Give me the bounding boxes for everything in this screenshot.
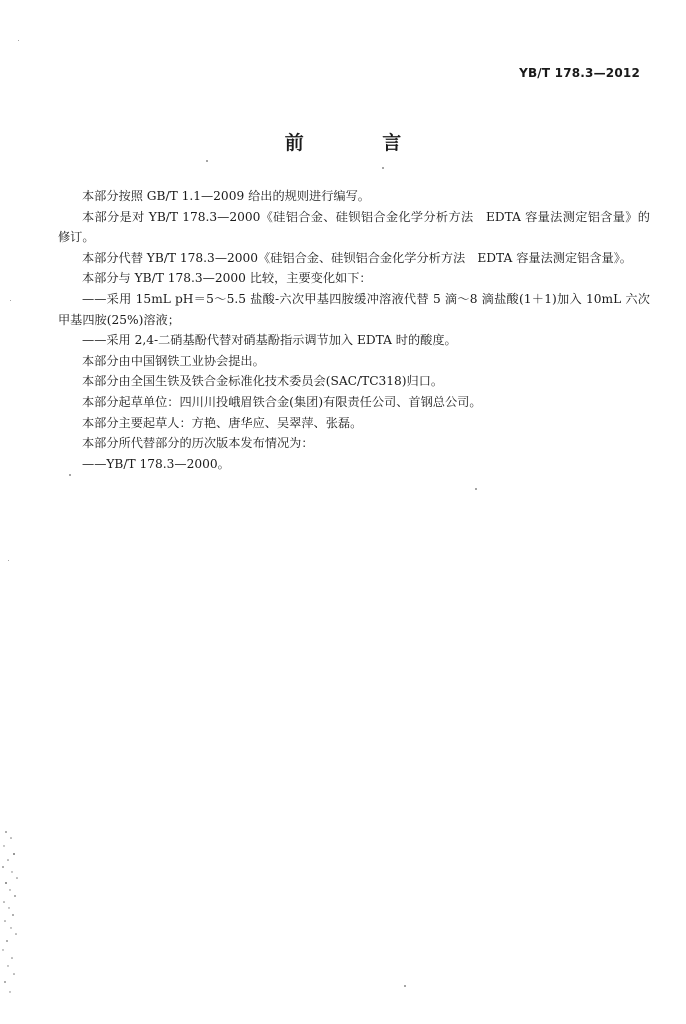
scan-speck [206, 160, 208, 162]
paragraph-proposed-by: 本部分由中国钢铁工业协会提出。 [82, 353, 265, 368]
paragraph-previous-editions: 本部分所代替部分的历次版本发布情况为： [82, 436, 314, 451]
paragraph-replaces: 本部分代替 YB/T 178.3—2000《硅铝合金、硅钡铝合金化学分析方法 EDTA 容量法测定铝含量》。 [82, 250, 632, 265]
scan-speck [475, 488, 477, 490]
scan-speck [404, 985, 406, 987]
paragraph-main-changes: 本部分与 YB/T 178.3—2000 比较，主要变化如下： [82, 271, 372, 286]
paragraph-change-indicator: ——采用 2,4-二硝基酚代替对硝基酚指示调节加入 EDTA 时的酸度。 [82, 333, 457, 348]
scan-speck [382, 167, 384, 169]
paragraph-previous-edition-item: ——YB/T 178.3—2000。 [82, 456, 230, 471]
standard-number: YB/T 178.3—2012 [519, 66, 640, 80]
scan-speck [10, 300, 11, 301]
paragraph-revision-of: 本部分是对 YB/T 178.3—2000《硅铝合金、硅钡铝合金化学分析方法 EDTA 容量法测定铝含量》的修订。 [58, 209, 650, 245]
scan-edge-noise [0, 820, 26, 1000]
foreword-body [58, 186, 650, 474]
paragraph-change-buffer: ——采用 15mL pH＝5～5.5 盐酸-六次甲基四胺缓冲溶液代替 5 滴～8 滴盐酸(1＋1)加入 10mL 六次甲基四胺(25%)溶液； [58, 291, 650, 327]
page-title: 前 言 [284, 132, 438, 154]
scan-speck [69, 474, 71, 476]
paragraph-drafting-units: 本部分起草单位：四川川投峨眉铁合金(集团)有限责任公司、首钢总公司。 [82, 394, 482, 409]
scan-speck [18, 40, 19, 41]
paragraph-administered-by: 本部分由全国生铁及铁合金标准化技术委员会(SAC/TC318)归口。 [82, 374, 444, 389]
scan-speck [8, 560, 9, 561]
paragraph-drafting-rules: 本部分按照 GB/T 1.1—2009 给出的规则进行编写。 [82, 189, 370, 203]
paragraph-drafters: 本部分主要起草人：方艳、唐华应、吴翠萍、张磊。 [82, 415, 363, 430]
